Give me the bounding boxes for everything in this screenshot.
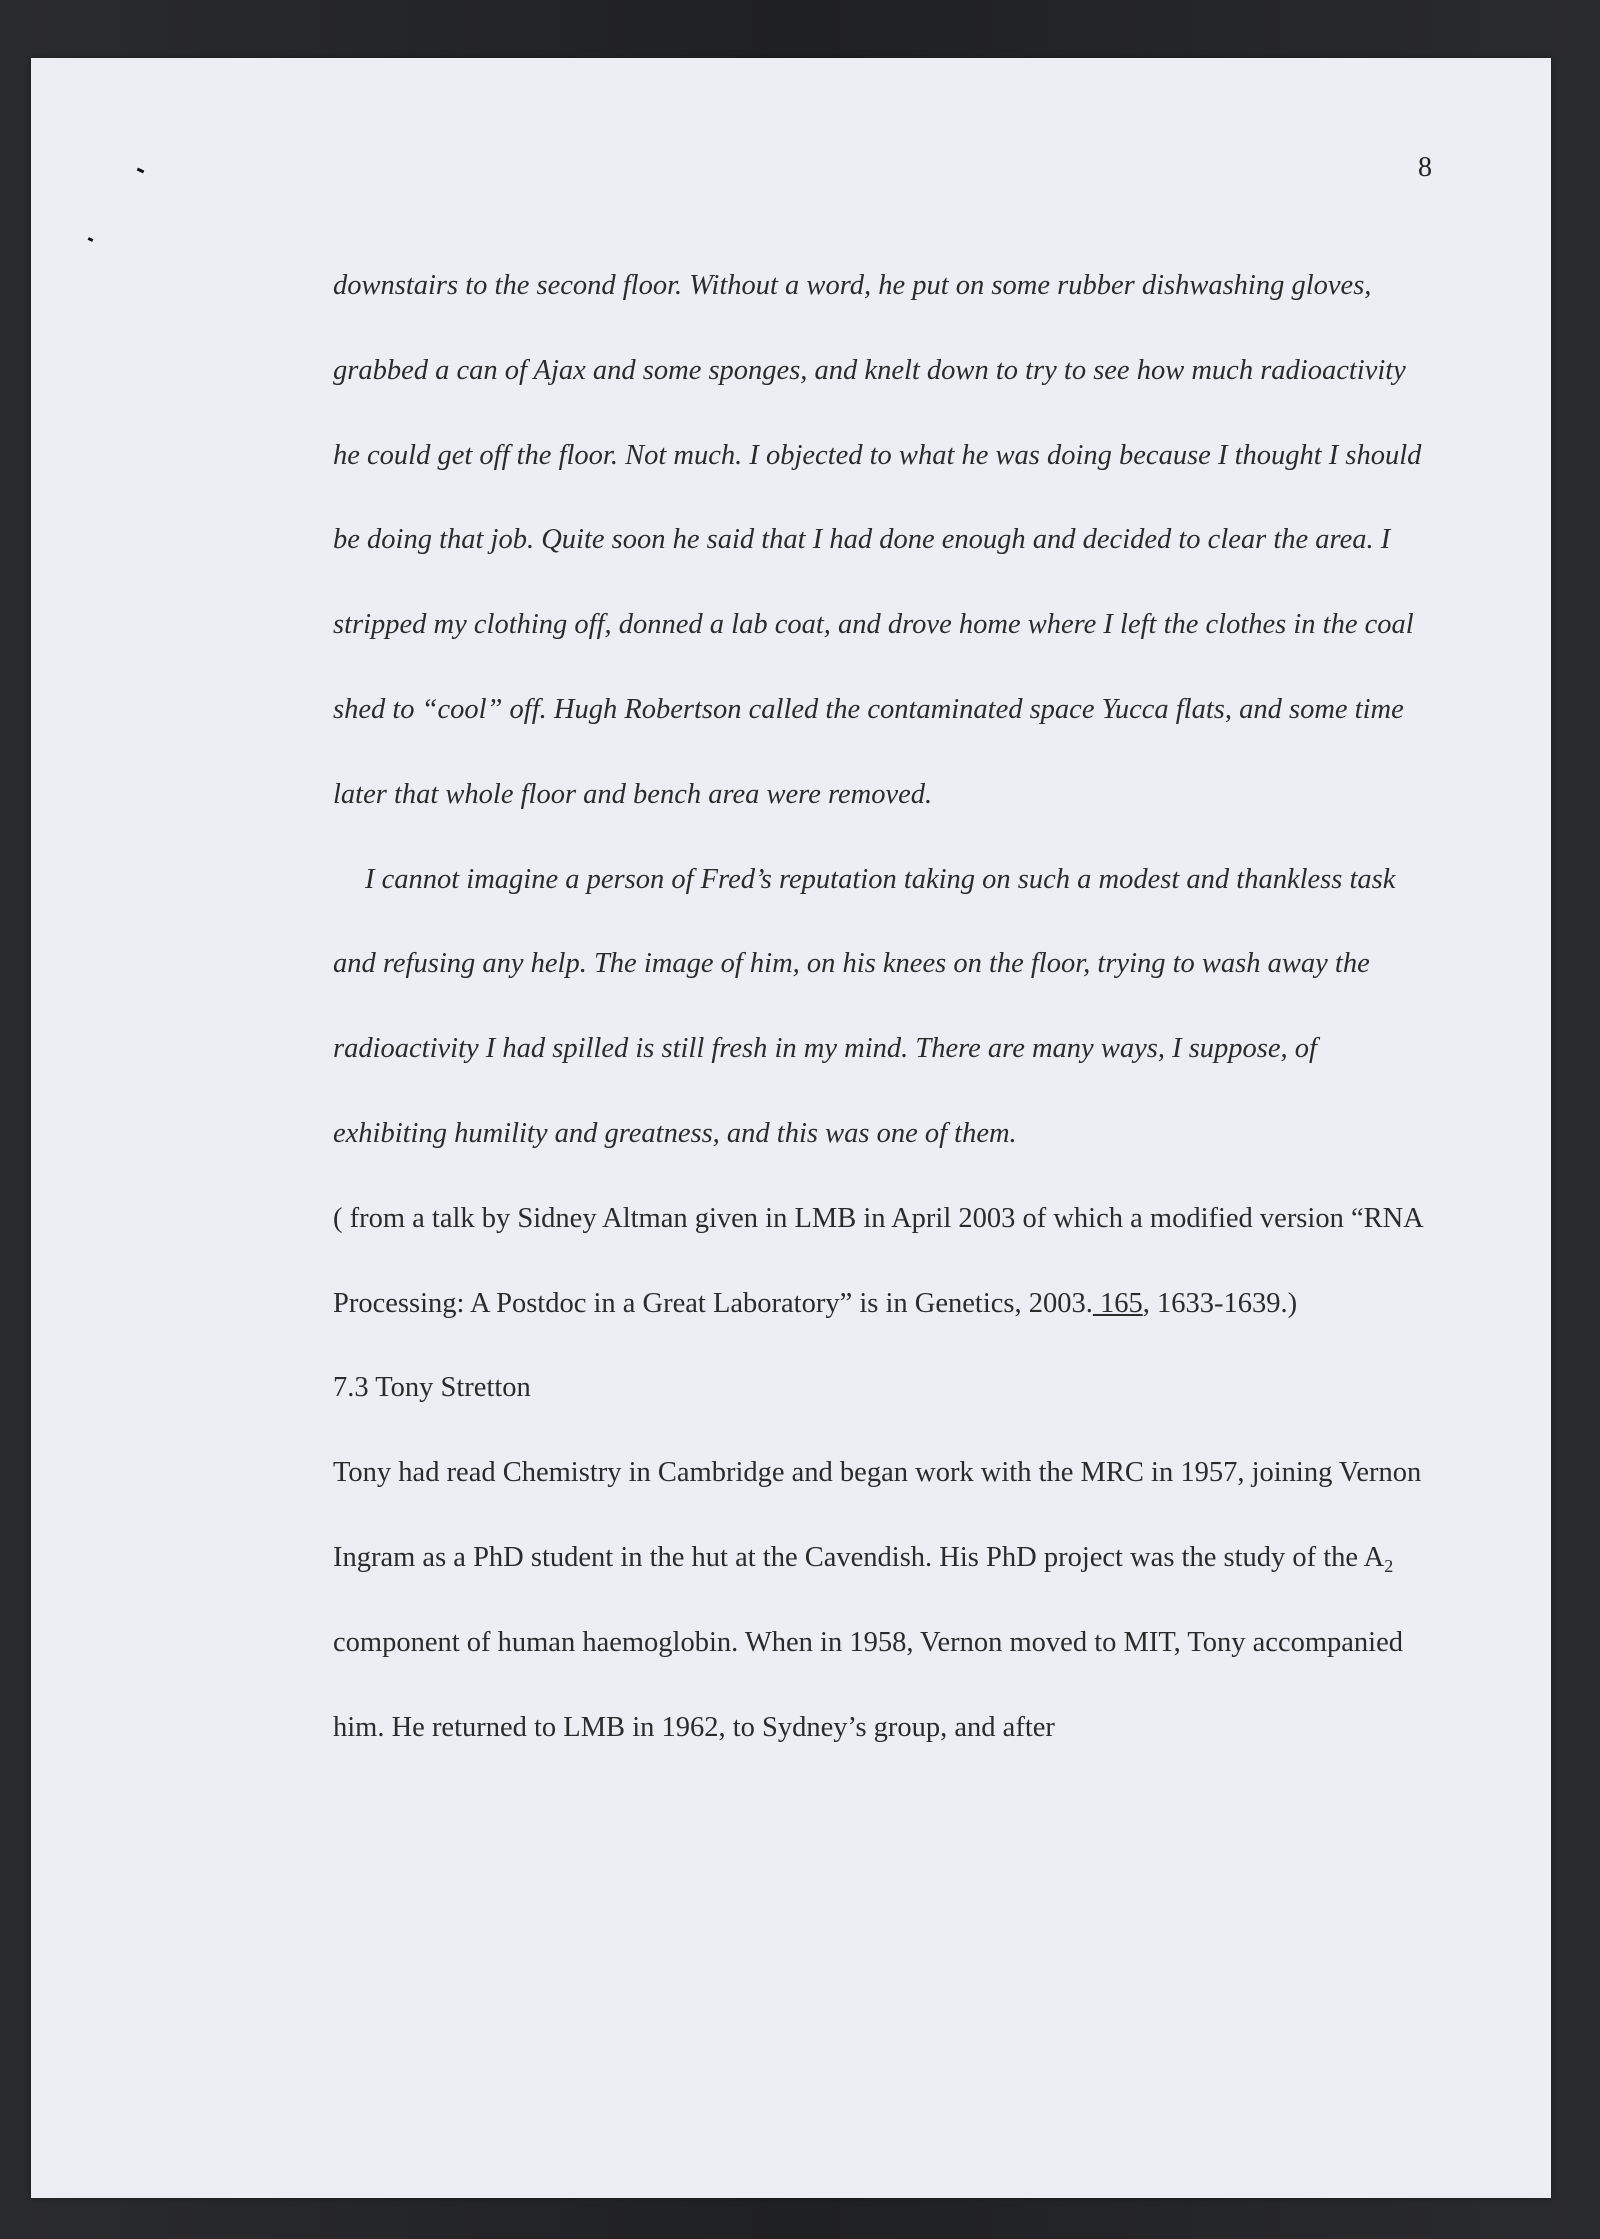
citation-pages: , 1633-1639.) [1142, 1287, 1298, 1319]
citation-volume: 165 [1092, 1287, 1143, 1319]
subscript: 2 [1384, 1555, 1394, 1576]
quote-paragraph-2: I cannot imagine a person of Fred’s reputation taking on such a modest and thankless task and refusing any help. The image of him, on his knees on the floor, trying to wash away the radioactivity I had spilled is still fresh in my mind. There are many ways, I suppose, of exhibiting humility and greatness, and this was one of them. [333, 863, 1396, 1149]
stretton-text-start: Tony had read Chemistry in Cambridge and began work with the MRC in 1957, joining Vernon Ingram as a PhD student in the hut at the Cavendish. His PhD project was the study of the A [333, 1457, 1422, 1573]
page-number: 8 [1418, 152, 1432, 183]
quote-paragraph-1: downstairs to the second floor. Without a word, he put on some rubber dishwashing gloves, grabbed a can of Ajax and some sponges, and knelt down to try to see how much radioactivity he could get off the floor. Not much. I objected to what he was doing because I thought I should be doing that job. Quite soon he said that I had done enough and decided to clear the area. I stripped my clothing off, donned a lab coat, and drove home where I left the clothes in the coal shed to “cool” off. Hugh Robertson called the contaminated space Yucca flats, and some time later that whole floor and bench area were removed. [333, 270, 1422, 810]
stretton-paragraph [333, 1431, 1433, 1770]
source-citation [333, 1177, 1433, 1347]
ink-mark [88, 237, 94, 242]
ink-mark [137, 168, 145, 174]
section-heading: 7.3 Tony Stretton [333, 1372, 531, 1404]
stretton-text-end: component of human haemoglobin. When in 1958, Vernon moved to MIT, Tony accompanied him. He returned to LMB in 1962, to Sydney’s group, and after [333, 1626, 1403, 1743]
citation-text: ( from a talk by Sidney Altman given in LMB in April 2003 of which a modified version “RNA Processing: A Postdoc in a Great Laboratory” is in Genetics, 2003. [333, 1202, 1423, 1319]
document-body [333, 244, 1433, 1770]
